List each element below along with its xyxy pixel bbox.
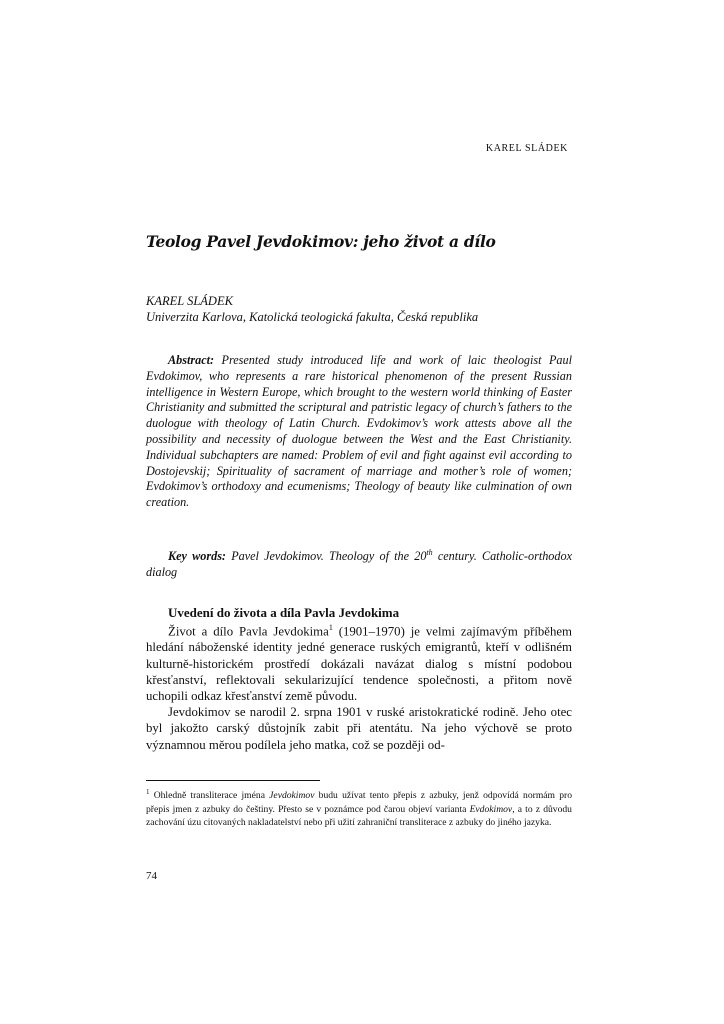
running-header: KAREL SLÁDEK	[485, 143, 568, 154]
body-text	[146, 620, 572, 753]
keywords-text-end: century. Catholic-orthodox dialog	[146, 549, 573, 579]
footnote-reference: 1	[328, 623, 333, 632]
author-name: KAREL SLÁDEK	[146, 294, 233, 308]
footnote-number: 1	[146, 788, 150, 796]
paragraph-rest: (1901–1970) je velmi zajímavým příběhem hledání náboženské identity jedné generace ruských emigrantů, kteří v odlišném kulturně-historickém prostředí dokázali navázat dialog s místní podobou křesťanství, reflektovali sekularizující tendence společnosti, a přitom nově uchopili odkaz křesťanství země původu.	[146, 624, 573, 704]
paragraph-start: Život a dílo Pavla Jevdokima	[168, 624, 329, 639]
section-heading: Uvedení do života a díla Pavla Jevdokima	[168, 605, 400, 620]
author-affiliation: Univerzita Karlova, Katolická teologická fakulta, Česká republika	[146, 309, 479, 324]
article-title: Teolog Pavel Jevdokimov: jeho život a dílo	[146, 232, 496, 251]
keywords-text: Pavel Jevdokimov. Theology of the 20	[231, 549, 427, 564]
footnote-divider	[146, 780, 320, 781]
keywords-label: Key words:	[168, 549, 226, 564]
body-paragraph	[146, 620, 572, 704]
body-paragraph: Jevdokimov se narodil 2. srpna 1901 v ruské aristokratické rodině. Jeho otec byl jakožto carský důstojník zabit při atentátu. Na jeho výchově se proto významnou měrou podílela jeho matka, což se později od-	[146, 705, 572, 752]
footnote	[146, 786, 572, 830]
page-number: 74	[146, 870, 157, 882]
keywords	[146, 545, 572, 581]
footnote-text: , a to z důvodu zachování úzu citovaných nakladatelství nebo při užití zahraniční transliterace z azbuky do jiného jazyka.	[146, 803, 572, 829]
keywords-superscript: th	[426, 548, 433, 557]
abstract-label: Abstract:	[168, 353, 215, 367]
author-block	[146, 294, 586, 325]
footnote-text: budu užívat tento přepis z azbuky, jenž odpovídá normám pro přepis jmen z azbuky do češtiny. Přesto se v poznámce pod čarou objeví varianta	[146, 790, 572, 815]
abstract-text: Presented study introduced life and work of laic theologist Paul Evdokimov, who represents a rare historical phenomenon of the present Russian intelligence in Western Europe, which brought to the western world thinking of Easter Christianity and submitted the scriptural and patristic legacy of church’s fathers to the duologue with theology of Latin Church. Evdokimov’s work attests above all the possibility and necessity of duologue between the West and the East Christianity. Individual subchapters are named: Problem of evil and fight against evil according to Dostojevskij; Spirituality of sacrament of marriage and mother’s role of women; Evdokimov’s orthodoxy and ecumenisms; Theology of beauty like culmination of own creation.	[146, 353, 572, 510]
abstract	[146, 353, 572, 511]
footnote-text: Ohledně transliterace jména	[149, 790, 270, 802]
footnote-italic-name: Jevdokimov	[269, 790, 315, 802]
footnote-italic-variant: Evdokimov	[469, 803, 513, 815]
